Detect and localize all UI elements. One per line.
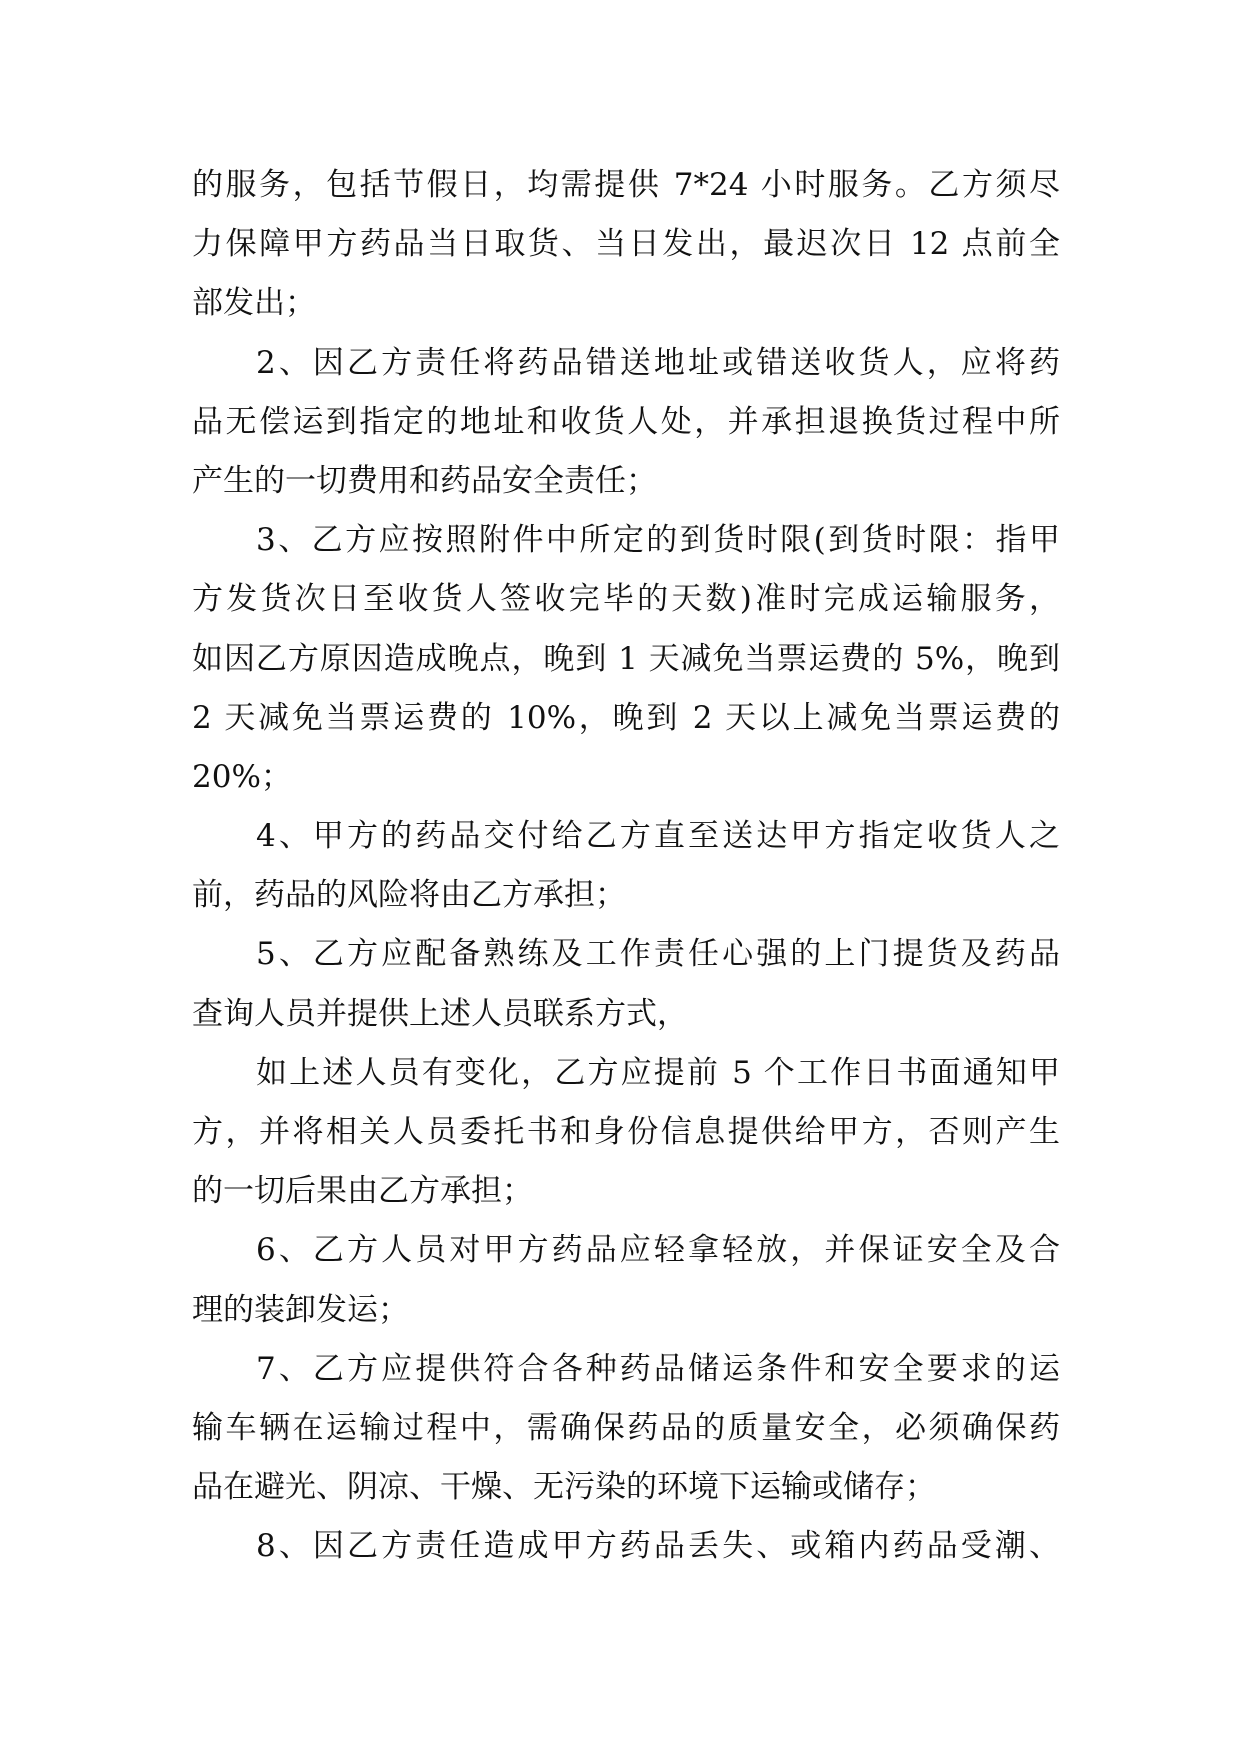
text-line: 7、乙方应提供符合各种药品储运条件和安全要求的运 bbox=[256, 1350, 1060, 1387]
text-line: 的服务，包括节假日，均需提供 7*24 小时服务。乙方须尽 bbox=[192, 167, 1060, 203]
paragraph-personnel-change bbox=[192, 1044, 1060, 1222]
paragraph-clause-6 bbox=[192, 1221, 1060, 1339]
text-line: 2、因乙方责任将药品错送地址或错送收货人，应将药 bbox=[256, 344, 1060, 381]
text-line: 的一切后果由乙方承担； bbox=[192, 1173, 533, 1210]
text-line: 方，并将相关人员委托书和身份信息提供给甲方，否则产生 bbox=[192, 1114, 1060, 1150]
paragraph-clause-3 bbox=[192, 511, 1060, 807]
document-body bbox=[192, 156, 1060, 1577]
paragraph-clause-5 bbox=[192, 925, 1060, 1043]
paragraph-clause-7 bbox=[192, 1340, 1060, 1518]
text-line: 部发出； bbox=[192, 285, 316, 322]
text-line: 产生的一切费用和药品安全责任； bbox=[192, 462, 657, 499]
text-line: 3、乙方应按照附件中所定的到货时限(到货时限：指甲 bbox=[256, 522, 1060, 559]
text-line: 力保障甲方药品当日取货、当日发出，最迟次日 12 点前全 bbox=[192, 226, 1060, 263]
text-line: 理的装卸发运； bbox=[192, 1291, 409, 1328]
text-line: 方发货次日至收货人签收完毕的天数)准时完成运输服务， bbox=[192, 581, 1060, 618]
paragraph-clause-8 bbox=[192, 1517, 1060, 1576]
text-line: 20%； bbox=[192, 758, 292, 795]
paragraph-service-hours-continued bbox=[192, 156, 1060, 334]
text-line: 5、乙方应配备熟练及工作责任心强的上门提货及药品 bbox=[256, 936, 1060, 973]
text-line: 查询人员并提供上述人员联系方式， bbox=[192, 995, 688, 1032]
text-line: 品在避光、阴凉、干燥、无污染的环境下运输或储存； bbox=[192, 1469, 936, 1506]
text-line: 前，药品的风险将由乙方承担； bbox=[192, 877, 626, 914]
text-line: 如上述人员有变化，乙方应提前 5 个工作日书面通知甲 bbox=[256, 1054, 1060, 1091]
paragraph-clause-4 bbox=[192, 807, 1060, 925]
text-line: 8、因乙方责任造成甲方药品丢失、或箱内药品受潮、 bbox=[256, 1528, 1060, 1565]
text-line: 6、乙方人员对甲方药品应轻拿轻放，并保证安全及合 bbox=[256, 1232, 1060, 1269]
text-line: 2 天减免当票运费的 10%，晚到 2 天以上减免当票运费的 bbox=[192, 699, 1060, 736]
text-line: 如因乙方原因造成晚点，晚到 1 天减免当票运费的 5%，晚到 bbox=[192, 640, 1060, 677]
text-line: 输车辆在运输过程中，需确保药品的质量安全，必须确保药 bbox=[192, 1409, 1060, 1446]
text-line: 品无偿运到指定的地址和收货人处，并承担退换货过程中所 bbox=[192, 403, 1060, 440]
paragraph-clause-2 bbox=[192, 334, 1060, 512]
text-line: 4、甲方的药品交付给乙方直至送达甲方指定收货人之 bbox=[256, 818, 1060, 855]
